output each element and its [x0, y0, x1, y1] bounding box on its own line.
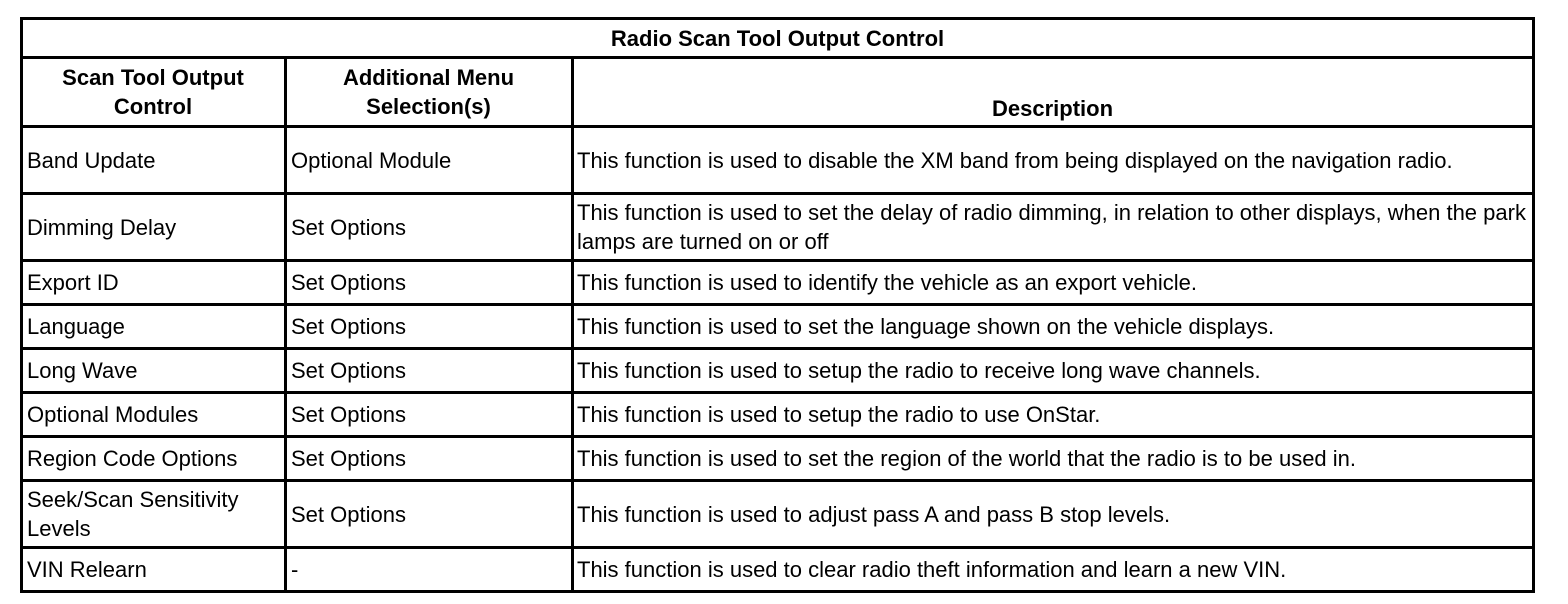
menu-selection-cell: Set Options — [286, 194, 573, 261]
table-header-row — [22, 58, 1534, 127]
menu-selection-cell: Set Options — [286, 261, 573, 305]
description-cell: This function is used to adjust pass A and pass B stop levels. — [573, 481, 1534, 548]
menu-selection-cell: Set Options — [286, 349, 573, 393]
menu-selection-cell: Optional Module — [286, 127, 573, 194]
description-cell: This function is used to setup the radio to receive long wave channels. — [573, 349, 1534, 393]
output-control-cell: Export ID — [22, 261, 286, 305]
table-container — [20, 17, 1535, 593]
radio-scan-tool-output-control-table — [20, 17, 1535, 593]
description-cell: This function is used to disable the XM band from being displayed on the navigation radio. — [573, 127, 1534, 194]
output-control-cell: Seek/Scan Sensitivity Levels — [22, 481, 286, 548]
table-row — [22, 261, 1534, 305]
table-title: Radio Scan Tool Output Control — [22, 19, 1534, 58]
description-cell: This function is used to set the region of the world that the radio is to be used in. — [573, 437, 1534, 481]
table-title-row — [22, 19, 1534, 58]
menu-selection-cell: Set Options — [286, 481, 573, 548]
table-row — [22, 393, 1534, 437]
header-description: Description — [573, 58, 1534, 127]
output-control-cell: Language — [22, 305, 286, 349]
description-cell: This function is used to setup the radio to use OnStar. — [573, 393, 1534, 437]
description-cell: This function is used to set the language shown on the vehicle displays. — [573, 305, 1534, 349]
output-control-cell: VIN Relearn — [22, 548, 286, 592]
description-cell: This function is used to set the delay of radio dimming, in relation to other displays, when the park lamps are turned on or off — [573, 194, 1534, 261]
menu-selection-cell: Set Options — [286, 393, 573, 437]
header-scan-tool-output-control: Scan Tool Output Control — [22, 58, 286, 127]
table-row — [22, 481, 1534, 548]
menu-selection-cell: Set Options — [286, 437, 573, 481]
output-control-cell: Optional Modules — [22, 393, 286, 437]
output-control-cell: Region Code Options — [22, 437, 286, 481]
header-additional-menu-selections: Additional Menu Selection(s) — [286, 58, 573, 127]
description-cell: This function is used to identify the vehicle as an export vehicle. — [573, 261, 1534, 305]
description-cell: This function is used to clear radio theft information and learn a new VIN. — [573, 548, 1534, 592]
table-row — [22, 305, 1534, 349]
menu-selection-cell: Set Options — [286, 305, 573, 349]
menu-selection-cell: - — [286, 548, 573, 592]
table-row — [22, 437, 1534, 481]
table-row — [22, 127, 1534, 194]
output-control-cell: Dimming Delay — [22, 194, 286, 261]
table-row — [22, 194, 1534, 261]
output-control-cell: Long Wave — [22, 349, 286, 393]
output-control-cell: Band Update — [22, 127, 286, 194]
table-row — [22, 349, 1534, 393]
table-row — [22, 548, 1534, 592]
